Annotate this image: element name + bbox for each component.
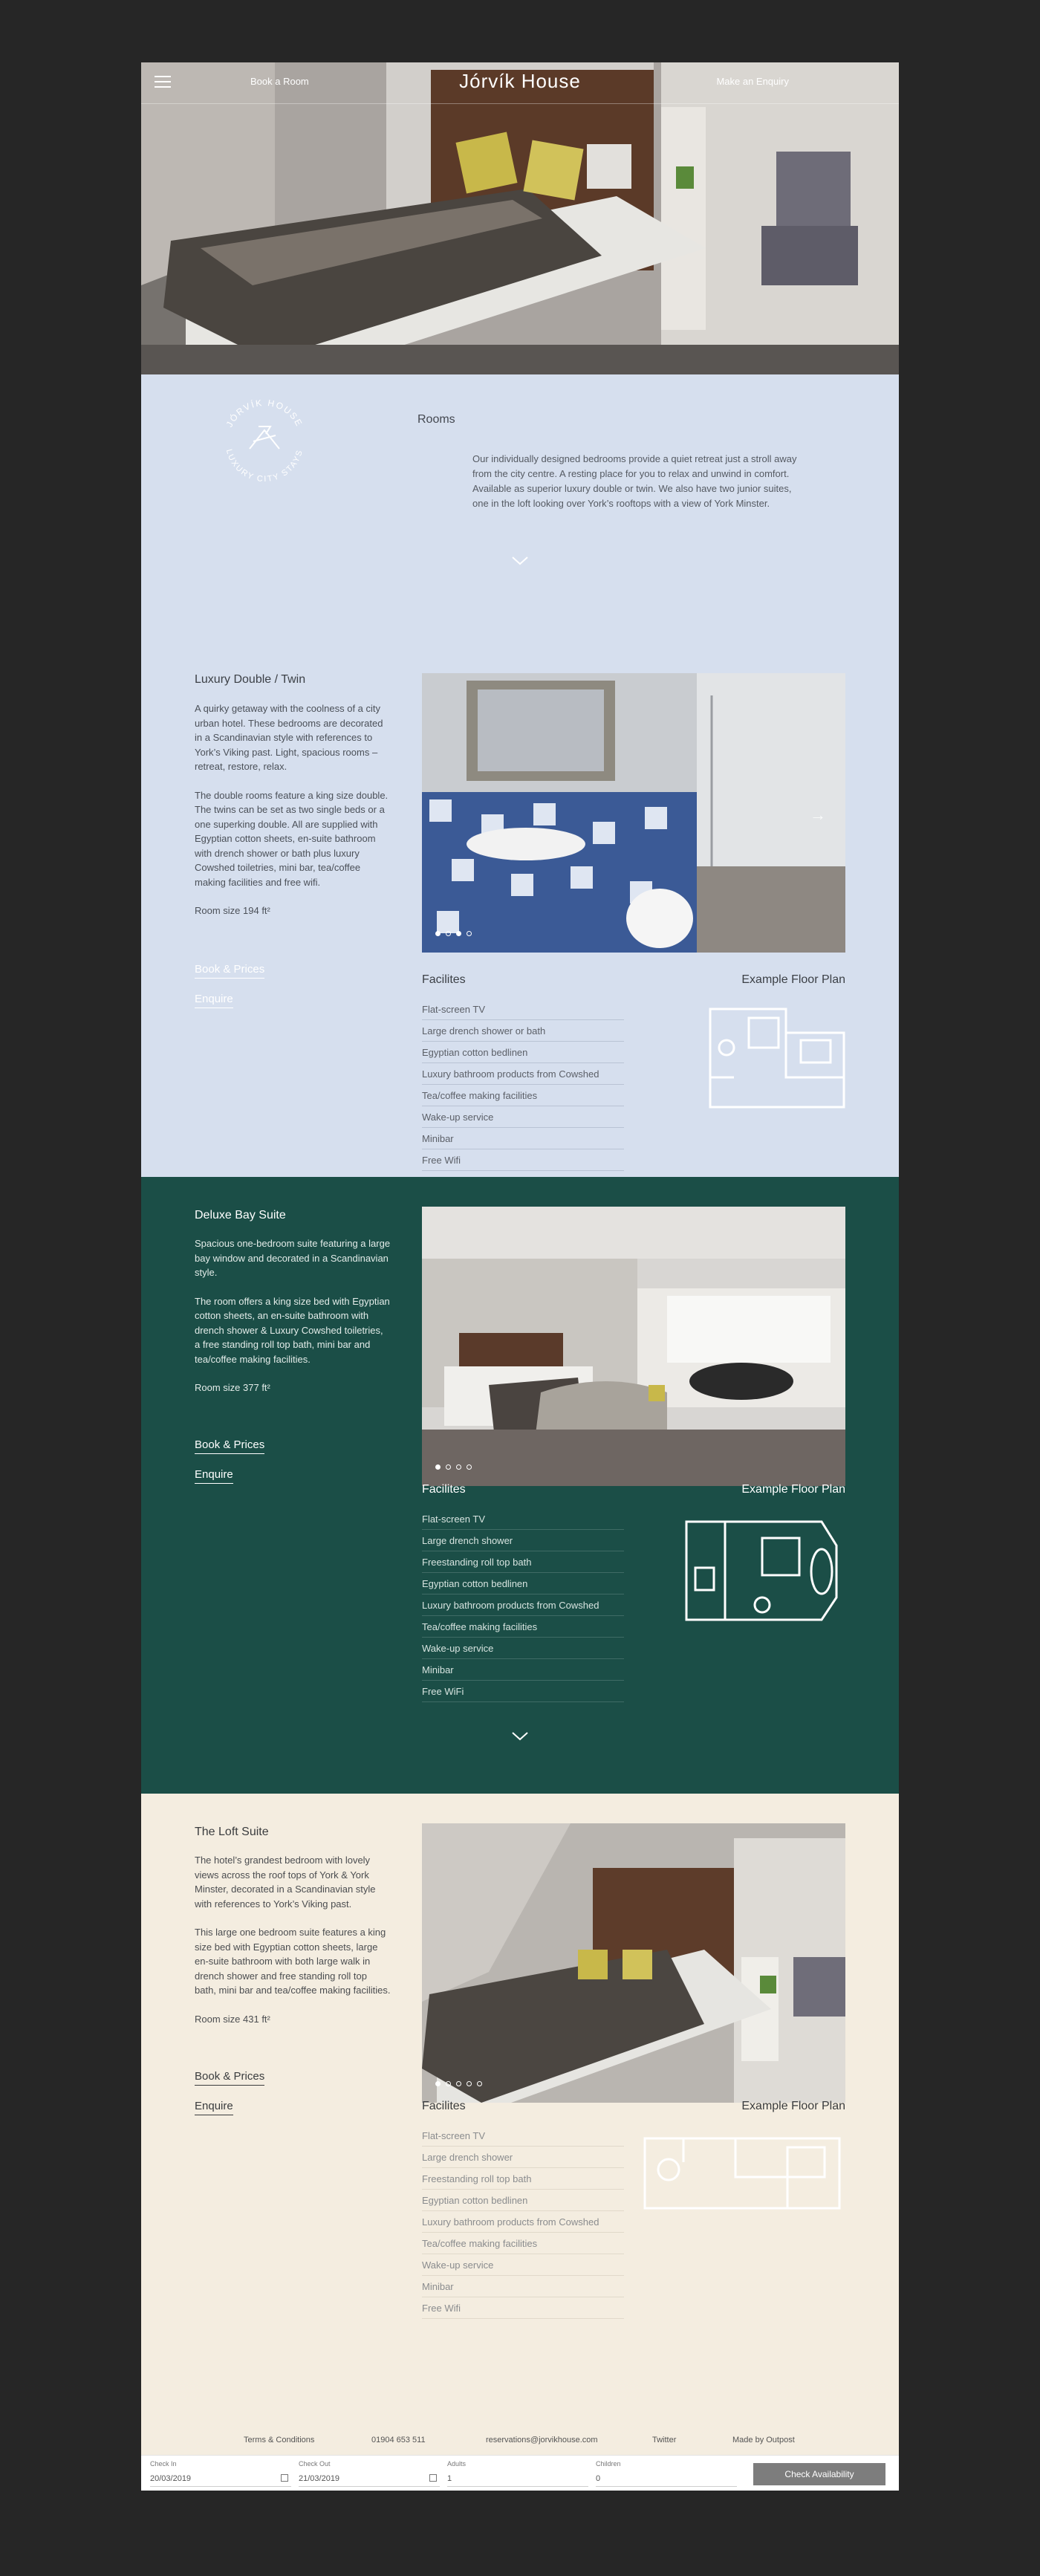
facility-item: Egyptian cotton bedlinen (422, 2190, 624, 2211)
loft-bedroom-image (422, 1823, 845, 2103)
facilities-title: Facilites (422, 1483, 466, 1496)
menu-icon[interactable] (155, 76, 171, 89)
booking-bar (141, 2455, 899, 2491)
room-size: Room size 194 ft² (195, 905, 270, 916)
facility-item: Wake-up service (422, 1106, 624, 1128)
arrow-right-icon[interactable]: → (810, 805, 826, 824)
room-desc-p1: A quirky getaway with the coolness of a city urban hotel. These bedrooms are decorated in a Scandinavian style with references to York’s Viking past. Light, spacious rooms – retreat, restore, relax. (195, 703, 383, 772)
check-in-value[interactable]: 20/03/2019 (150, 2474, 192, 2483)
facility-item: Free Wifi (422, 1149, 624, 1171)
adults-value[interactable]: 1 (447, 2474, 452, 2483)
carousel-dots[interactable] (435, 931, 472, 936)
email-link[interactable]: reservations@jorvikhouse.com (486, 2436, 598, 2444)
facility-item: Large drench shower (422, 2147, 624, 2168)
room-desc-p2: The double rooms feature a king size double. The twins can be set as two single beds or a one superking double. All are supplied with Egyptian cotton sheets, en-suite bathroom with drench shower or bath plus luxury Cowshed toiletries, mini bar, tea/coffee making facilities and free wifi. (195, 789, 389, 888)
suite-bedroom-image (422, 1207, 845, 1486)
floor-plan-drawing (704, 1003, 845, 1112)
check-out-value[interactable]: 21/03/2019 (299, 2474, 340, 2483)
floor-plan-title: Example Floor Plan (741, 2100, 845, 2112)
room-photo-carousel[interactable] (422, 1823, 845, 2103)
page (141, 62, 899, 2491)
adults-field[interactable] (447, 2460, 588, 2487)
check-availability-button[interactable]: Check Availability (753, 2463, 885, 2485)
top-nav (141, 62, 899, 104)
adults-label: Adults (447, 2460, 467, 2468)
logo-top-text: JÓRVÍK HOUSE (224, 397, 305, 429)
room-description (195, 1236, 391, 1409)
rooms-heading: Rooms (417, 413, 455, 426)
twitter-link[interactable]: Twitter (652, 2436, 677, 2444)
room-desc-p2: This large one bedroom suite features a king size bed with Egyptian cotton sheets, large en-suite bathroom with both large walk in drench shower and free standing roll top bath, mini bar and tea/coffee making facilities. (195, 1927, 391, 1996)
room-title: Luxury Double / Twin (195, 673, 306, 686)
enquire-link[interactable]: Enquire (195, 993, 233, 1008)
calendar-icon[interactable] (429, 2474, 437, 2482)
facilities-list (422, 1508, 624, 1702)
facility-item: Flat-screen TV (422, 2125, 624, 2147)
facility-item: Wake-up service (422, 2254, 624, 2276)
check-in-label: Check In (150, 2460, 177, 2468)
facilities-list (422, 999, 624, 1171)
calendar-icon[interactable] (281, 2474, 288, 2482)
floor-plan-title: Example Floor Plan (741, 1483, 845, 1496)
brand-logo-text: Jórvík House (459, 70, 581, 92)
jorvik-seal-logo (212, 389, 316, 493)
facility-item: Minibar (422, 1128, 624, 1149)
room-photo-carousel[interactable] (422, 673, 845, 953)
facility-item: Freestanding roll top bath (422, 1551, 624, 1573)
children-field[interactable] (596, 2460, 737, 2487)
facility-item: Large drench shower or bath (422, 1020, 624, 1042)
room-deluxe-bay-suite (141, 1177, 899, 1801)
floor-plan-title: Example Floor Plan (741, 973, 845, 986)
room-description (195, 1853, 391, 2040)
carousel-dots[interactable] (435, 1464, 472, 1470)
logo-bottom-text: LUXURY CITY STAYS (224, 448, 305, 484)
facilities-title: Facilites (422, 2100, 466, 2112)
check-in-field[interactable] (150, 2460, 291, 2487)
room-title: Deluxe Bay Suite (195, 1209, 286, 1222)
facility-item: Flat-screen TV (422, 1508, 624, 1530)
facility-item: Luxury bathroom products from Cowshed (422, 1594, 624, 1616)
floor-plan-drawing (680, 1516, 845, 1627)
enquiry-link[interactable]: Make an Enquiry (716, 76, 789, 87)
intro-section (141, 374, 899, 583)
facility-item: Luxury bathroom products from Cowshed (422, 2211, 624, 2233)
enquire-link[interactable]: Enquire (195, 1468, 233, 1484)
facility-item: Flat-screen TV (422, 999, 624, 1020)
rooms-intro-text: Our individually designed bedrooms provide a quiet retreat just a stroll away from the city centre. A resting place for you to relax and unwind in comfort. Available as superior luxury double or twin. We also have two junior suites, one in the loft looking over York’s rooftops with a view of York Minster. (472, 453, 797, 509)
chevron-down-icon[interactable] (511, 556, 529, 566)
facility-item: Minibar (422, 2276, 624, 2297)
facility-item: Egyptian cotton bedlinen (422, 1042, 624, 1063)
book-room-link[interactable]: Book a Room (250, 76, 309, 87)
room-desc-p1: The hotel’s grandest bedroom with lovely views across the roof tops of York & York Minster, decorated in a Scandinavian style with references to York’s Viking past. (195, 1855, 376, 1910)
facility-item: Wake-up service (422, 1638, 624, 1659)
phone-link[interactable]: 01904 653 511 (371, 2436, 426, 2444)
book-prices-link[interactable]: Book & Prices (195, 2070, 264, 2086)
terms-link[interactable]: Terms & Conditions (244, 2436, 315, 2444)
room-size: Room size 431 ft² (195, 2013, 270, 2025)
room-loft-suite (141, 1794, 899, 2410)
facility-item: Freestanding roll top bath (422, 2168, 624, 2190)
room-photo-carousel[interactable] (422, 1207, 845, 1486)
children-value[interactable]: 0 (596, 2474, 601, 2483)
facility-item: Tea/coffee making facilities (422, 1085, 624, 1106)
room-size: Room size 377 ft² (195, 1382, 270, 1393)
bathroom-image (422, 673, 845, 953)
svg-text:LUXURY CITY STAYS (224, 448, 305, 484)
book-prices-link[interactable]: Book & Prices (195, 963, 264, 979)
room-luxury-double (141, 583, 899, 1236)
hero-banner (141, 62, 899, 374)
facility-item: Minibar (422, 1659, 624, 1681)
room-desc-p1: Spacious one-bedroom suite featuring a large bay window and decorated in a Scandinavian style. (195, 1238, 391, 1278)
children-label: Children (596, 2460, 621, 2468)
made-by-link[interactable]: Made by Outpost (732, 2436, 795, 2444)
check-out-field[interactable] (299, 2460, 440, 2487)
check-out-label: Check Out (299, 2460, 331, 2468)
facility-item: Egyptian cotton bedlinen (422, 1573, 624, 1594)
facility-item: Large drench shower (422, 1530, 624, 1551)
facility-item: Tea/coffee making facilities (422, 1616, 624, 1638)
room-desc-p2: The room offers a king size bed with Egyptian cotton sheets, an en-suite bathroom with drench shower & Luxury Cowshed toiletries, a free standing roll top bath, mini bar and tea/coffee making facilities. (195, 1295, 390, 1365)
floor-plan-drawing (639, 2132, 845, 2214)
facility-item: Free WiFi (422, 1681, 624, 1702)
chevron-down-icon[interactable] (511, 1731, 529, 1742)
enquire-link[interactable]: Enquire (195, 2100, 233, 2115)
facility-item: Free Wifi (422, 2297, 624, 2319)
room-description (195, 701, 391, 932)
facilities-title: Facilites (422, 973, 466, 986)
book-prices-link[interactable]: Book & Prices (195, 1438, 264, 1454)
facility-item: Tea/coffee making facilities (422, 2233, 624, 2254)
carousel-dots[interactable] (435, 2081, 482, 2086)
room-title: The Loft Suite (195, 1826, 269, 1838)
hero-bedroom-image (141, 62, 899, 374)
facilities-list (422, 2125, 624, 2319)
svg-text:JÓRVÍK HOUSE (224, 398, 305, 429)
facility-item: Luxury bathroom products from Cowshed (422, 1063, 624, 1085)
